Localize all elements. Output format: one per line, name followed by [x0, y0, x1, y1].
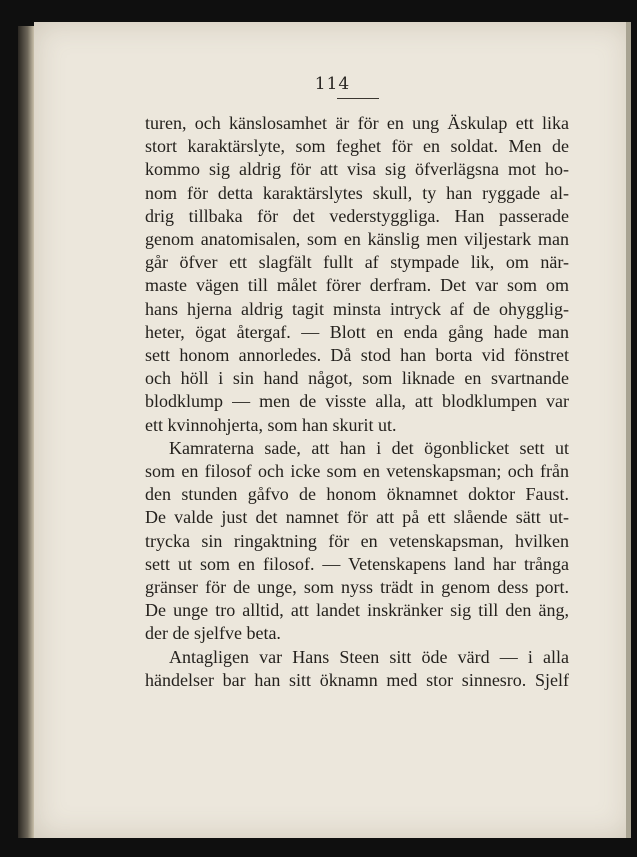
text-line: går öfver ett slagfält fullt af stympade lik, om när- — [145, 252, 569, 273]
text-line: nom för detta karaktärslytes skull, ty han ryggade al- — [145, 182, 569, 203]
text-line: gränser för de unge, som nyss trädt in genom dess port. — [145, 577, 569, 598]
text-line: trycka sin ringaktning för en vetenskapsman, hvilken — [145, 530, 569, 551]
text-line: De unge tro alltid, att landet inskränker sig till den äng, — [145, 600, 569, 621]
text-line: sett ut som en filosof. — Vetenskapens land har trånga — [145, 553, 569, 574]
text-line: heter, ögat återgaf. — Blott en enda gång hade man — [145, 321, 569, 342]
text-line: Antagligen var Hans Steen sitt öde värd — i alla — [169, 646, 569, 667]
text-line: der de sjelfve beta. — [145, 623, 281, 644]
page-number: 114 — [314, 74, 351, 94]
page-sheet — [34, 22, 631, 838]
text-line: hans hjerna aldrig tagit minsta intryck af de ohygglig- — [145, 298, 569, 319]
page-number-rule — [337, 98, 379, 99]
text-line: drig tillbaka för det vederstyggliga. Han passerade — [145, 205, 569, 226]
text-line: kommo sig aldrig för att visa sig öfverlägsna mot ho- — [145, 159, 569, 180]
body-text — [145, 112, 569, 692]
text-line: sett honom annorledes. Då stod han borta vid fönstret — [145, 345, 569, 366]
text-line: och höll i sin hand något, som liknade en svartnande — [145, 368, 569, 389]
text-line: genom anatomisalen, som en känslig men viljestark man — [145, 229, 569, 250]
page-edge — [626, 22, 631, 838]
text-line: turen, och känslosamhet är för en ung Äskulap ett lika — [145, 113, 569, 133]
text-line: ett kvinnohjerta, som han skurit ut. — [145, 414, 397, 435]
text-line: den stunden gåfvo de honom öknamnet doktor Faust. — [145, 484, 569, 505]
text-line: Kamraterna sade, att han i det ögonblicket sett ut — [169, 437, 569, 458]
text-line: De valde just det namnet för att på ett slående sätt ut- — [145, 507, 569, 528]
text-line: maste vägen till målet förer derfram. Det var som om — [145, 275, 569, 296]
text-line: som en filosof och icke som en vetenskapsman; och från — [145, 461, 569, 482]
text-line: händelser bar han sitt öknamn med stor sinnesro. Sjelf — [145, 669, 569, 690]
book-spine — [18, 26, 34, 838]
text-line: stort karaktärslyte, som feghet för en soldat. Men de — [145, 136, 569, 157]
text-line: blodklump — men de visste alla, att blodklumpen var — [145, 391, 569, 412]
